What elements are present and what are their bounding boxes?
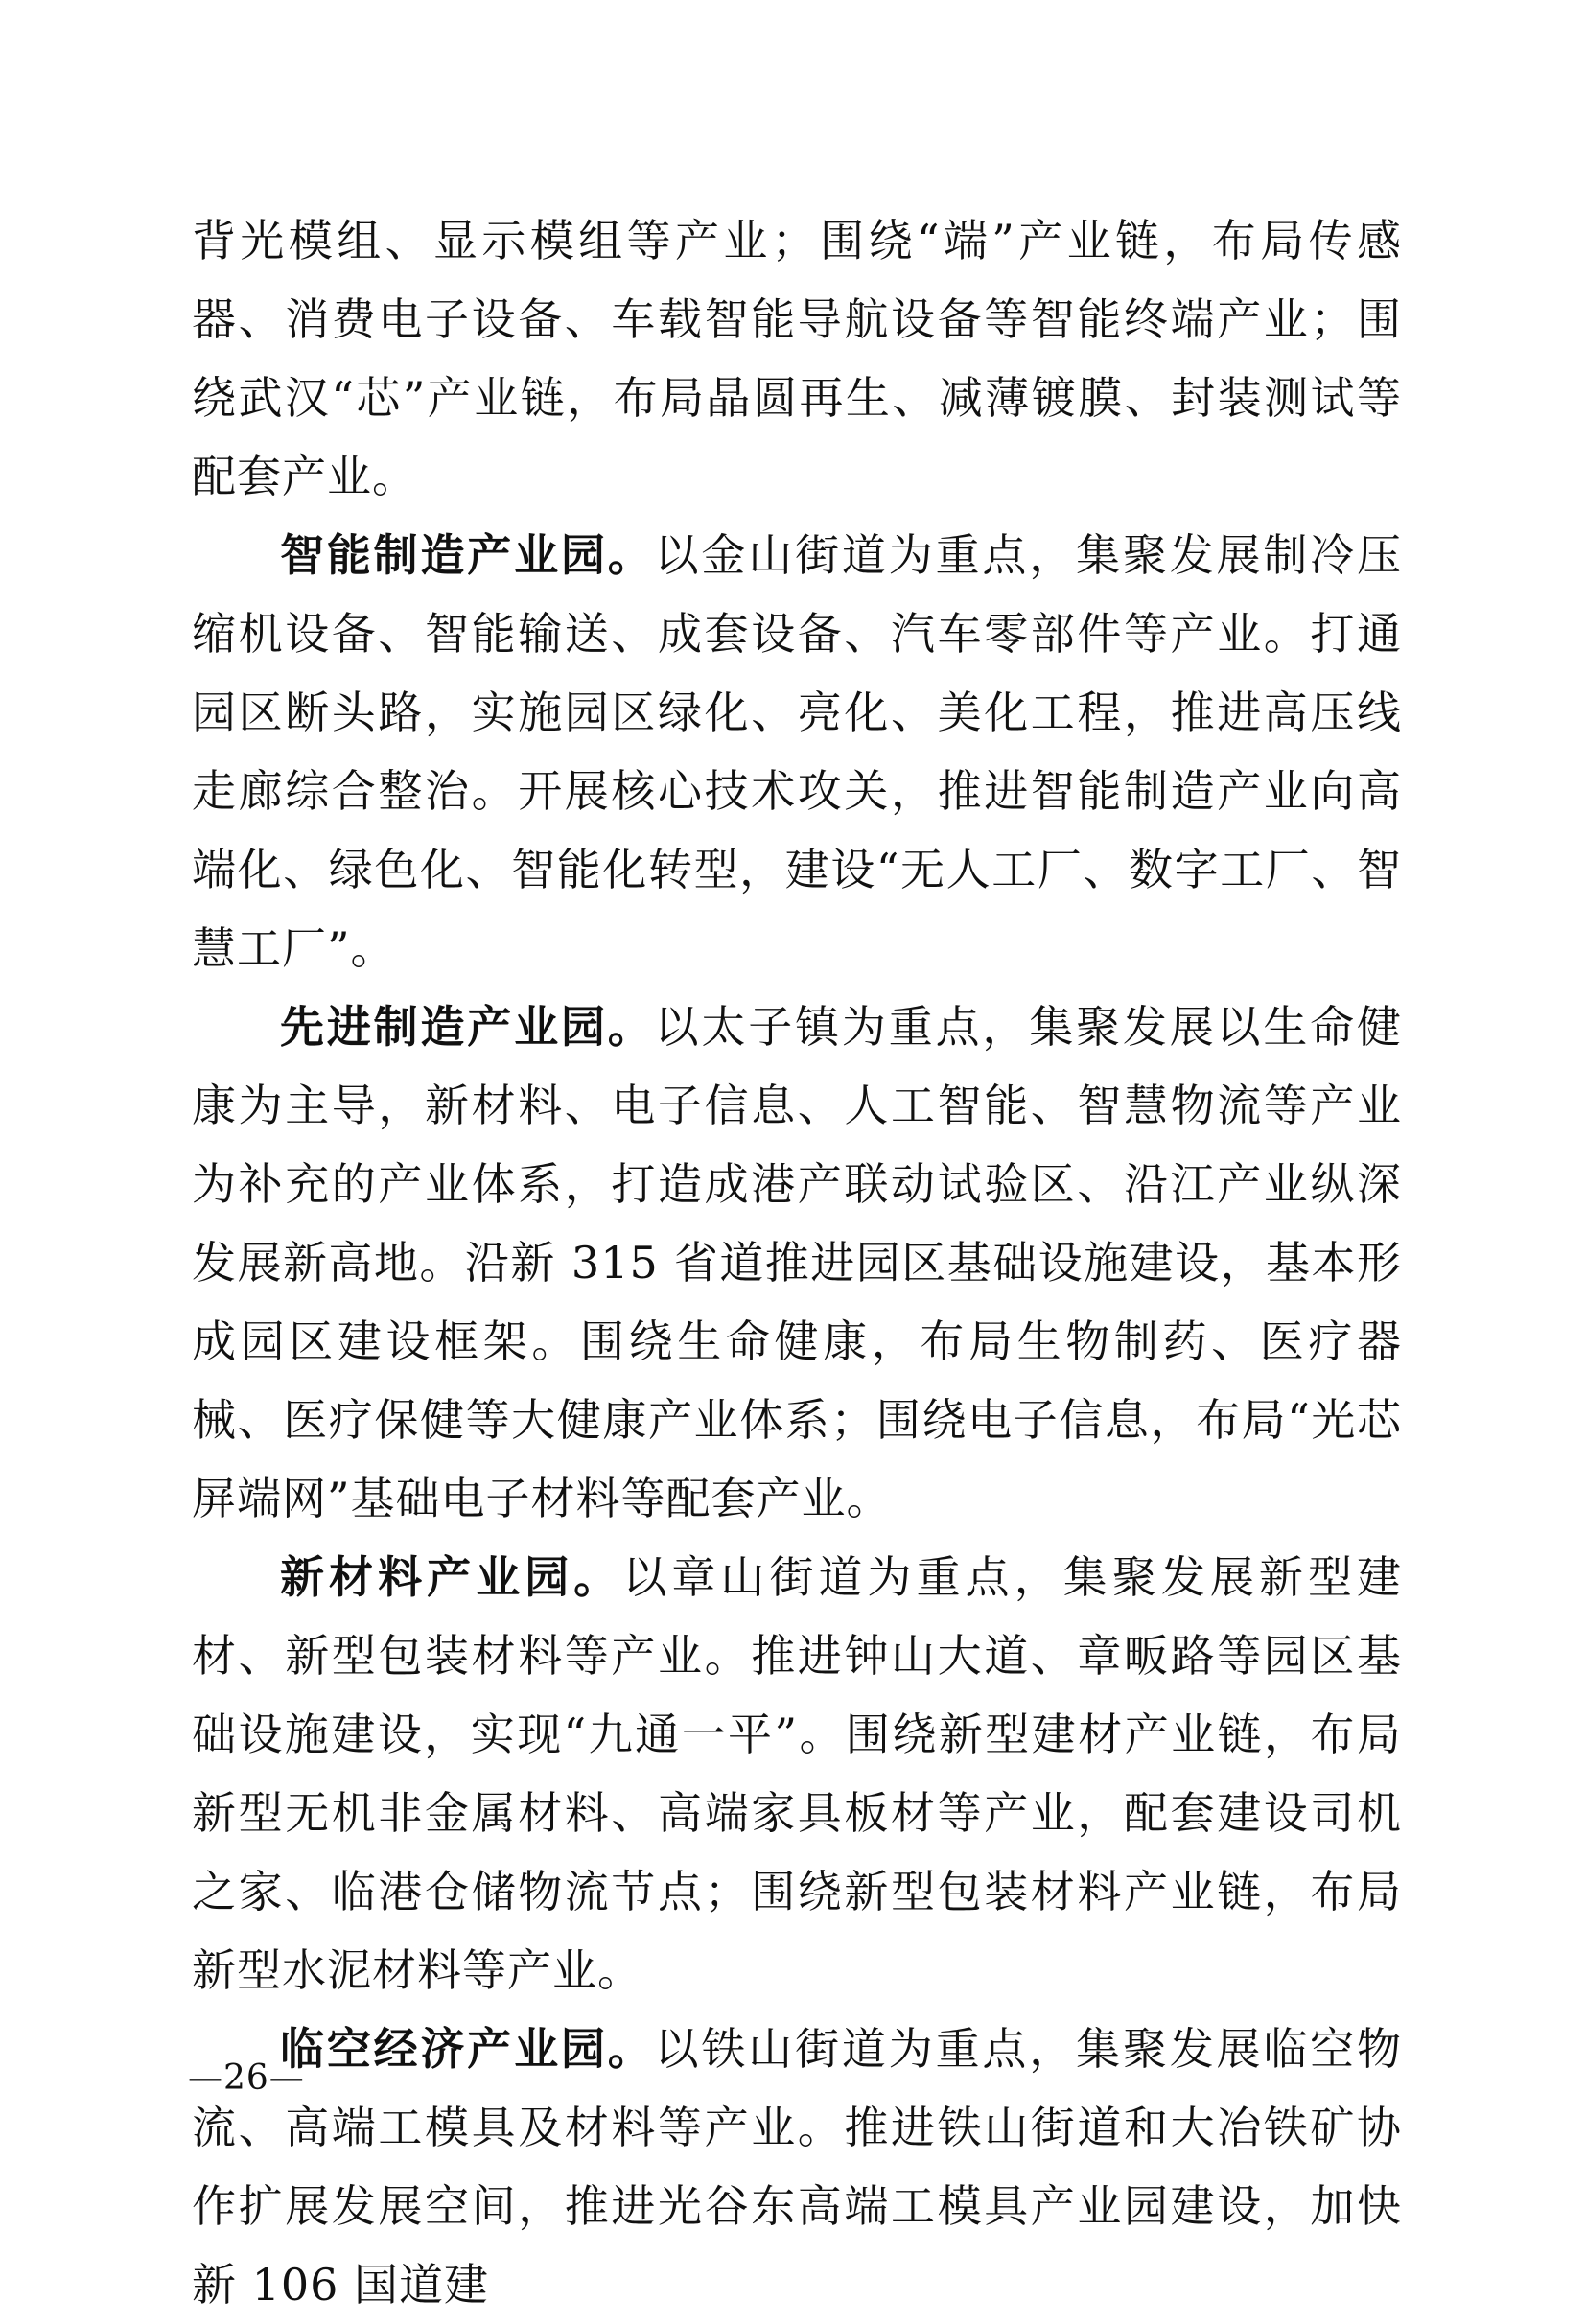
paragraph-text: 背光模组、显示模组等产业；围绕“端”产业链，布局传感器、消费电子设备、车载智能导航设备等智能终端产业；围绕武汉“芯”产业链，布局晶圆再生、减薄镀膜、封装测试等配套产业。 bbox=[192, 215, 1402, 502]
paragraph-new-materials bbox=[192, 1538, 1402, 2010]
paragraph-airport-economy bbox=[192, 2010, 1402, 2324]
page-number: —26— bbox=[188, 2058, 305, 2098]
paragraph-heading: 临空经济产业园。 bbox=[280, 2023, 655, 2075]
document-body bbox=[192, 201, 1402, 2324]
paragraph-smart-manufacturing bbox=[192, 516, 1402, 988]
paragraph-heading: 智能制造产业园。 bbox=[280, 529, 655, 581]
paragraph-continuation bbox=[192, 201, 1402, 516]
paragraph-heading: 先进制造产业园。 bbox=[280, 1001, 655, 1053]
paragraph-text: 以铁山街道为重点，集聚发展临空物流、高端工模具及材料等产业。推进铁山街道和大冶铁矿协作扩展发展空间，推进光谷东高端工模具产业园建设，加快新 106 国道建 bbox=[192, 2023, 1403, 2311]
paragraph-text: 以太子镇为重点，集聚发展以生命健康为主导，新材料、电子信息、人工智能、智慧物流等产业为补充的产业体系，打造成港产联动试验区、沿江产业纵深发展新高地。沿新 315 省道推进园区基础设施建设，基本形成园区建设框架。围绕生命健康，布局生物制药、医疗器械、医疗保健等大健康产业体系；围绕电子信息，布局“光芯屏端网”基础电子材料等配套产业。 bbox=[192, 1001, 1403, 1524]
paragraph-text: 以章山街道为重点，集聚发展新型建材、新型包装材料等产业。推进钟山大道、章畈路等园区基础设施建设，实现“九通一平”。围绕新型建材产业链，布局新型无机非金属材料、高端家具板材等产业，配套建设司机之家、临港仓储物流节点；围绕新型包装材料产业链，布局新型水泥材料等产业。 bbox=[192, 1551, 1403, 1996]
paragraph-text: 以金山街道为重点，集聚发展制冷压缩机设备、智能输送、成套设备、汽车零部件等产业。打通园区断头路，实施园区绿化、亮化、美化工程，推进高压线走廊综合整治。开展核心技术攻关，推进智能制造产业向高端化、绿色化、智能化转型，建设“无人工厂、数字工厂、智慧工厂”。 bbox=[192, 529, 1403, 974]
paragraph-advanced-manufacturing bbox=[192, 988, 1402, 1538]
paragraph-heading: 新材料产业园。 bbox=[280, 1551, 623, 1603]
